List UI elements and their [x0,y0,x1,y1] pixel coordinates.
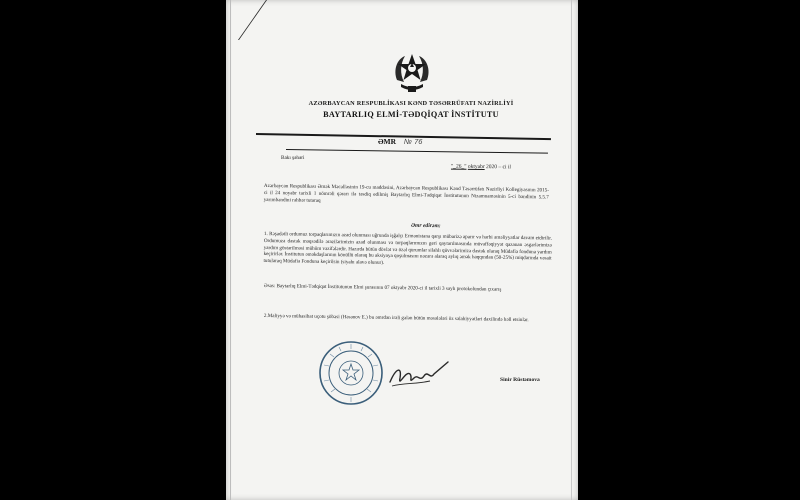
ministry-name: AZƏRBAYCAN RESPUBLİKASI KƏND TƏSƏRRÜFATI NAZİRLİYİ [308,100,514,107]
signer-name: Sinir Rüstəmova [500,377,540,383]
order-item-2: 2.Maliyyə və mühasibat uçotu şöbəsi (Həsənov E.) bu əmrdən irəli gələn bütün məsələləri öz səlahiyyətləri daxilində həll etsinlər. [263,313,529,324]
order-heading: Əmr edirəm: [410,222,441,230]
order-item-1: 1. Rəşadətli ordumuz torpaqlarımızın azad olunması uğrunda işğalçı Ermənistana qarşı mübarizə aparır və hərbi əməliyyatlar davam etdirilir. Ordumuza dəstək məqsədilə ərazilərimizin azad olunması və torpaqlarımızın geri qaytarılmasında müvəffəqiyyət qazanan əsgərlərimizə yardım göstərilməsi mühüm vəzifələrdir. Hazırda bütün dövlət və özəl qurumlar silahlı qüvvələrimizə dəstək olaraq Müdafiə fonduna yardım keçirirlər. İnstitutun əməkdaşlarının könüllü olaraq bu aksiyaya qoşulmasını nəzərə alaraq aylıq əmək haqqından (50-25%) miqdarında vəsait tutularaq Müdafiə Fonduna keçirilsin (siyahı əlavə olunur). [263,231,552,267]
order-number: № 76 [403,137,423,146]
scan-edge-left [230,0,231,500]
document-page [226,0,578,500]
date-day: "_26_" [450,163,467,170]
date-year: 2020 – ci il [486,164,512,171]
preamble-paragraph: Azərbaycan Respublikası Əmək Məcəlləsinin 19-cu maddəsini, Azərbaycan Respublikası Kənd Təsərrüfatı Nazirliyi Kollegiyasının 2015-ci il 24 noyabr tarixli 1 nömrəli qərarı ilə təsdiq edilmiş Baytarlıq Elmi-Tədqiqat İnstitutunun Nizamnaməsinin 5-ci bəndinin 5.5.7 yarımbəndini rəhbər tutaraq [263,183,549,204]
scan-edge-right [571,0,572,500]
order-title [378,137,528,146]
institute-name: BAYTARLIQ ELMİ-TƏDQİQAT İNSTİTUTU [323,110,499,119]
order-rule [286,149,548,154]
order-label: ƏMR [378,137,397,146]
signature-icon [386,360,454,394]
folded-corner [226,0,267,40]
official-stamp-icon [318,340,384,406]
order-date [451,164,511,171]
date-month: oktyabr [467,163,485,171]
city: Bakı şəhəri [281,155,305,161]
state-emblem-icon [389,50,435,96]
order-basis: Əsas: Baytarlıq Elmi-Tədqiqat İnstitutunun Elmi şurasının 07 oktyabr 2020-ci il tarixli 3 saylı protokolundan çıxarış [263,283,502,293]
